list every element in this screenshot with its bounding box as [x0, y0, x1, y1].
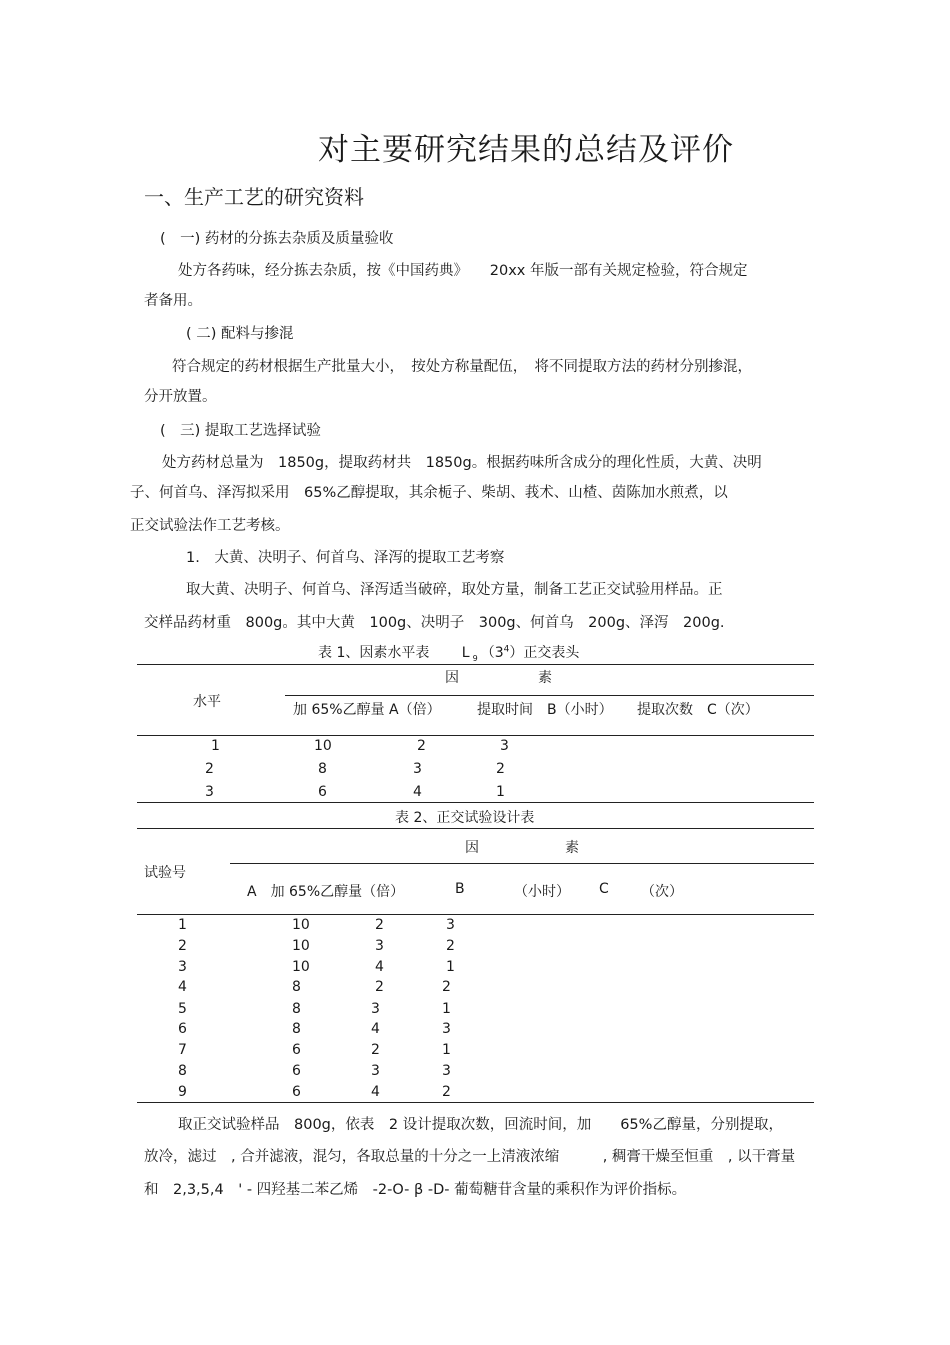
table2-cell-b: 3 — [371, 1063, 380, 1079]
table2-cell-no: 1 — [178, 917, 187, 933]
table2-cell-c: 1 — [442, 1042, 451, 1058]
paragraph-4-line-2: 交样品药材重 800g。其中大黄 100g、决明子 300g、何首乌 200g、泽泻 200g. — [144, 615, 725, 631]
table2-cell-b: 3 — [371, 1001, 380, 1017]
table2-header-b-unit: （小时） — [514, 884, 570, 900]
table2-header-b: B — [455, 881, 465, 897]
table2-cell-b: 2 — [371, 1042, 380, 1058]
table1-top-rule — [137, 664, 814, 665]
table2-caption: 表 2、正交试验设计表 — [395, 810, 535, 826]
table1-factor-label-2: 素 — [538, 670, 552, 686]
table1-cell-level: 1 — [211, 738, 220, 754]
table2-header-c-unit: （次） — [641, 884, 683, 900]
table2-cell-b: 4 — [371, 1084, 380, 1100]
paragraph-2-line-1: 符合规定的药材根据生产批量大小， 按处方称量配伍， 将不同提取方法的药材分别掺混， — [172, 359, 752, 375]
paragraph-5-line-3: 和 2,3,5,4 ' - 四羟基二苯乙烯 -2-O- β -D- 葡萄糖苷含量的乘积作为评价指标。 — [144, 1182, 687, 1198]
paragraph-1-line-1: 处方各药味，经分拣去杂质，按《中国药典》 20xx 年版一部有关规定检验，符合规定 — [178, 263, 748, 279]
table1-header-rule — [137, 735, 814, 736]
table1-caption-paren: （3 — [480, 645, 504, 661]
table2-cell-c: 3 — [446, 917, 455, 933]
table2-cell-b: 2 — [375, 979, 384, 995]
table1-cell-b: 4 — [413, 784, 422, 800]
table1-header-c: 提取次数 C（次） — [637, 702, 759, 718]
paragraph-3-line-3: 正交试验法作工艺考核。 — [130, 518, 290, 534]
table1-cell-a: 10 — [314, 738, 332, 754]
section-heading: 一、生产工艺的研究资料 — [144, 185, 364, 209]
table2-cell-c: 1 — [446, 959, 455, 975]
table2-cell-no: 7 — [178, 1042, 187, 1058]
table2-top-rule — [137, 828, 814, 829]
table1-cell-c: 1 — [496, 784, 505, 800]
paragraph-3-line-2: 子、何首乌、泽泻拟采用 65%乙醇提取，其余栀子、柴胡、莪术、山楂、茵陈加水煎煮，以 — [130, 485, 728, 501]
table1-caption-superscript: 4 — [503, 644, 510, 655]
table2-cell-no: 3 — [178, 959, 187, 975]
table2-cell-a: 10 — [292, 938, 310, 954]
table1-bottom-rule — [137, 802, 814, 803]
table2-cell-b: 4 — [371, 1021, 380, 1037]
paragraph-5-line-2: 放冷，滤过 , 合并滤液，混匀，各取总量的十分之一上清液浓缩 , 稠膏干燥至恒重 , 以干膏量 — [144, 1149, 796, 1165]
table1-cell-a: 8 — [318, 761, 327, 777]
table2-header-c: C — [599, 881, 609, 897]
table2-cell-no: 4 — [178, 979, 187, 995]
table2-cell-a: 8 — [292, 1001, 301, 1017]
table2-cell-c: 2 — [442, 979, 451, 995]
table1-caption-subscript: 9 — [472, 654, 478, 663]
table1-cell-a: 6 — [318, 784, 327, 800]
table1-caption — [318, 642, 579, 662]
table2-cell-a: 6 — [292, 1063, 301, 1079]
paragraph-2-line-2: 分开放置。 — [144, 389, 217, 405]
subheading-1: ( 一) 药材的分拣去杂质及质量验收 — [160, 231, 394, 247]
table2-factor-label-2: 素 — [565, 840, 579, 856]
table2-header-no: 试验号 — [144, 865, 186, 881]
paragraph-1-line-2: 者备用。 — [144, 293, 202, 309]
table2-cell-c: 2 — [446, 938, 455, 954]
table2-cell-no: 5 — [178, 1001, 187, 1017]
table2-cell-no: 9 — [178, 1084, 187, 1100]
table2-cell-b: 2 — [375, 917, 384, 933]
table2-factor-rule — [230, 863, 814, 864]
subheading-2: ( 二) 配料与掺混 — [186, 326, 294, 342]
item-heading-1: 1. 大黄、决明子、何首乌、泽泻的提取工艺考察 — [186, 550, 505, 566]
table2-cell-no: 2 — [178, 938, 187, 954]
table2-cell-a: 6 — [292, 1042, 301, 1058]
table1-cell-b: 3 — [413, 761, 422, 777]
table1-factor-label-1: 因 — [445, 670, 459, 686]
table2-cell-c: 2 — [442, 1084, 451, 1100]
table1-caption-main: 表 1、因素水平表 L — [318, 645, 470, 661]
table1-header-level: 水平 — [193, 694, 221, 710]
table1-factor-rule — [285, 695, 814, 696]
table2-cell-a: 8 — [292, 979, 301, 995]
table2-cell-c: 1 — [442, 1001, 451, 1017]
table1-caption-tail: ）正交表头 — [509, 645, 580, 661]
table2-cell-b: 4 — [375, 959, 384, 975]
table2-cell-a: 10 — [292, 959, 310, 975]
page-title: 对主要研究结果的总结及评价 — [318, 132, 734, 168]
paragraph-3-line-1: 处方药材总量为 1850g，提取药材共 1850g。根据药味所含成分的理化性质，大黄、决明 — [162, 455, 762, 471]
table2-cell-c: 3 — [442, 1063, 451, 1079]
table2-cell-a: 10 — [292, 917, 310, 933]
table2-cell-c: 3 — [442, 1021, 451, 1037]
paragraph-5-line-1: 取正交试验样品 800g，依表 2 设计提取次数，回流时间，加 65%乙醇量，分别提取， — [178, 1117, 783, 1133]
table2-cell-a: 8 — [292, 1021, 301, 1037]
table1-cell-c: 2 — [496, 761, 505, 777]
table2-header-rule — [137, 914, 814, 915]
table1-cell-level: 3 — [205, 784, 214, 800]
table2-cell-no: 6 — [178, 1021, 187, 1037]
table1-header-b: 提取时间 B（小时） — [477, 702, 613, 718]
table2-cell-a: 6 — [292, 1084, 301, 1100]
table2-cell-b: 3 — [375, 938, 384, 954]
subheading-3: ( 三) 提取工艺选择试验 — [160, 423, 321, 439]
table1-cell-c: 3 — [500, 738, 509, 754]
table2-header-a: A 加 65%乙醇量（倍） — [247, 884, 405, 900]
table1-cell-level: 2 — [205, 761, 214, 777]
table2-bottom-rule — [137, 1102, 814, 1103]
table2-factor-label-1: 因 — [465, 840, 479, 856]
paragraph-4-line-1: 取大黄、决明子、何首乌、泽泻适当破碎，取处方量，制备工艺正交试验用样品。正 — [186, 582, 723, 598]
table1-header-a: 加 65%乙醇量 A（倍） — [293, 702, 441, 718]
table1-cell-b: 2 — [417, 738, 426, 754]
table2-cell-no: 8 — [178, 1063, 187, 1079]
